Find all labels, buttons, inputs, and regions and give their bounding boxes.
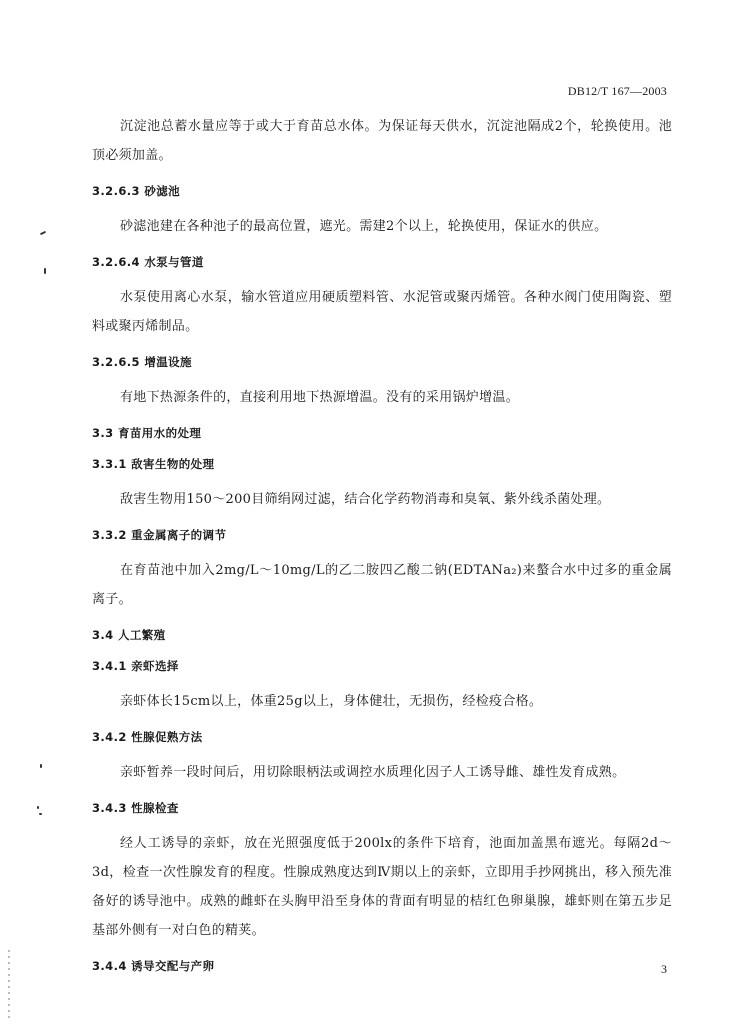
section-heading: 3.4.2 性腺促熟方法 (92, 730, 203, 744)
paragraph: 亲虾暂养一段时间后，用切除眼柄法或调控水质理化因子人工诱导雌、雄性发育成熟。 (120, 765, 626, 780)
section-heading: 3.2.6.4 水泵与管道 (92, 255, 204, 269)
section-heading: 3.2.6.5 增温设施 (92, 355, 192, 369)
paragraph: 经人工诱导的亲虾，放在光照强度低于200lx的条件下培育，池面加盖黑布遮光。每隔2d～3d，检查一次性腺发育的程度。性腺成熟度达到Ⅳ期以上的亲虾，立即用手抄网挑出，移入预先准备好的诱导池中。成熟的雌虾在头胸甲沿至身体的背面有明显的桔红色卵巢腺，雄虾则在第五步足基部外侧有一对白色的精荚。 (92, 836, 672, 938)
section-heading: 3.4.1 亲虾选择 (92, 659, 179, 673)
paragraph: 水泵使用离心水泵，输水管道应用硬质塑料管、水泥管或聚丙烯管。各种水阀门使用陶瓷、塑料或聚丙烯制品。 (92, 290, 672, 334)
page-number: 3 (661, 962, 667, 976)
paragraph: 沉淀池总蓄水量应等于或大于育苗总水体。为保证每天供水，沉淀池隔成2个，轮换使用。池顶必须加盖。 (92, 119, 672, 163)
section-heading: 3.4 人工繁殖 (92, 628, 166, 642)
section-heading: 3.2.6.3 砂滤池 (92, 184, 181, 198)
document-body (92, 112, 672, 987)
scan-mark (39, 813, 42, 815)
paragraph: 在育苗池中加入2mg/L～10mg/L的乙二胺四乙酸二钠(EDTANa₂)来螯合水中过多的重金属离子。 (92, 563, 672, 607)
section-heading: 3.3.2 重金属离子的调节 (92, 528, 227, 542)
scan-mark (44, 268, 46, 274)
scan-edge (8, 950, 10, 1020)
document-code: DB12/T 167—2003 (567, 84, 667, 98)
section-heading: 3.3 育苗用水的处理 (92, 426, 202, 440)
section-heading: 3.4.3 性腺检查 (92, 801, 179, 815)
paragraph: 亲虾体长15cm以上，体重25g以上，身体健壮，无损伤，经检疫合格。 (120, 694, 543, 709)
paragraph: 有地下热源条件的，直接利用地下热源增温。没有的采用锅炉增温。 (120, 390, 520, 405)
scan-mark (37, 806, 39, 809)
section-heading: 3.3.1 敌害生物的处理 (92, 457, 215, 471)
scan-mark (40, 764, 42, 768)
paragraph: 砂滤池建在各种池子的最高位置，遮光。需建2个以上，轮换使用，保证水的供应。 (120, 219, 608, 234)
scan-mark (40, 231, 46, 235)
paragraph: 敌害生物用150～200目筛绢网过滤，结合化学药物消毒和臭氧、紫外线杀菌处理。 (120, 492, 611, 507)
section-heading: 3.4.4 诱导交配与产卵 (92, 959, 215, 973)
